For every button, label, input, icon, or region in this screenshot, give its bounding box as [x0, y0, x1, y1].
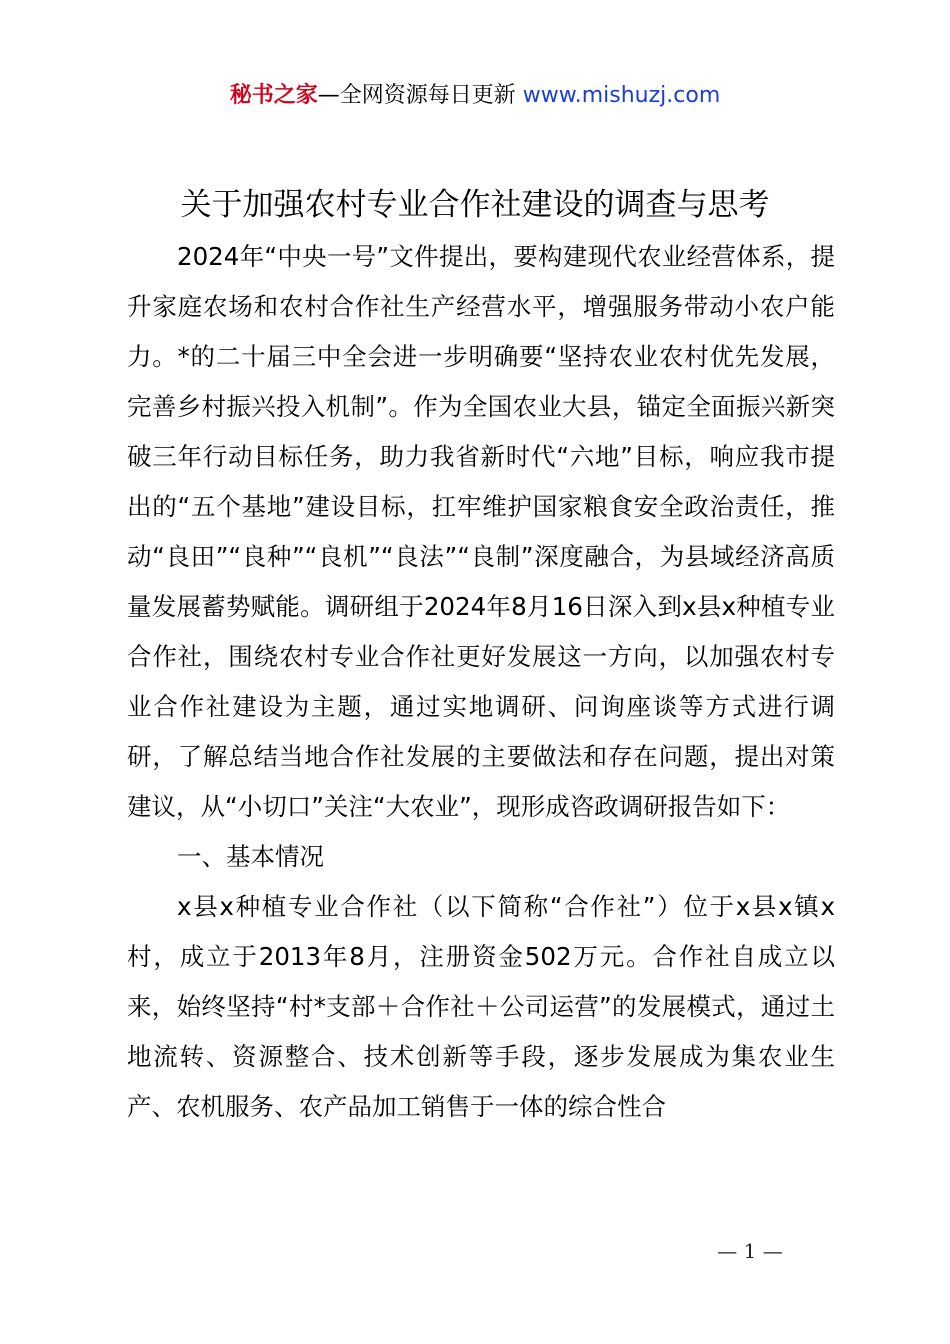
site-brand: 秘书之家	[229, 83, 318, 108]
site-url-link[interactable]: www.mishuzj.com	[522, 83, 721, 108]
document-body	[127, 232, 835, 1132]
basic-situation-paragraph: x县x种植专业合作社（以下简称“合作社”）位于x县x镇x村，成立于2013年8月，注册资金502万元。合作社自成立以来，始终坚持“村*支部＋合作社＋公司运营”的发展模式，通过土地流转、资源整合、技术创新等手段，逐步发展成为集农业生产、农机服务、农产品加工销售于一体的综合性合	[127, 892, 835, 1121]
document-title: 关于加强农村专业合作社建设的调查与思考	[180, 187, 770, 223]
section-heading: 一、基本情况	[177, 842, 324, 871]
intro-paragraph: 2024年“中央一号”文件提出，要构建现代农业经营体系，提升家庭农场和农村合作社生产经营水平，增强服务带动小农户能力。*的二十届三中全会进一步明确要“坚持农业农村优先发展，完善乡村振兴投入机制”。作为全国农业大县，锚定全面振兴新突破三年行动目标任务，助力我省新时代“六地”目标，响应我市提出的“五个基地”建设目标，扛牢维护国家粮食安全政治责任，推动“良田”“良种”“良机”“良法”“良制”深度融合，为县域经济高质量发展蓄势赋能。调研组于2024年8月16日深入到x县x种植专业合作社，围绕农村专业合作社更好发展这一方向，以加强农村专业合作社建设为主题，通过实地调研、问询座谈等方式进行调研，了解总结当地合作社发展的主要做法和存在问题，提出对策建议，从“小切口”关注“大农业”，现形成咨政调研报告如下：	[127, 242, 835, 821]
page-number: — 1 —	[717, 1239, 783, 1263]
site-tagline: —全网资源每日更新	[317, 83, 523, 108]
site-header	[0, 80, 950, 112]
